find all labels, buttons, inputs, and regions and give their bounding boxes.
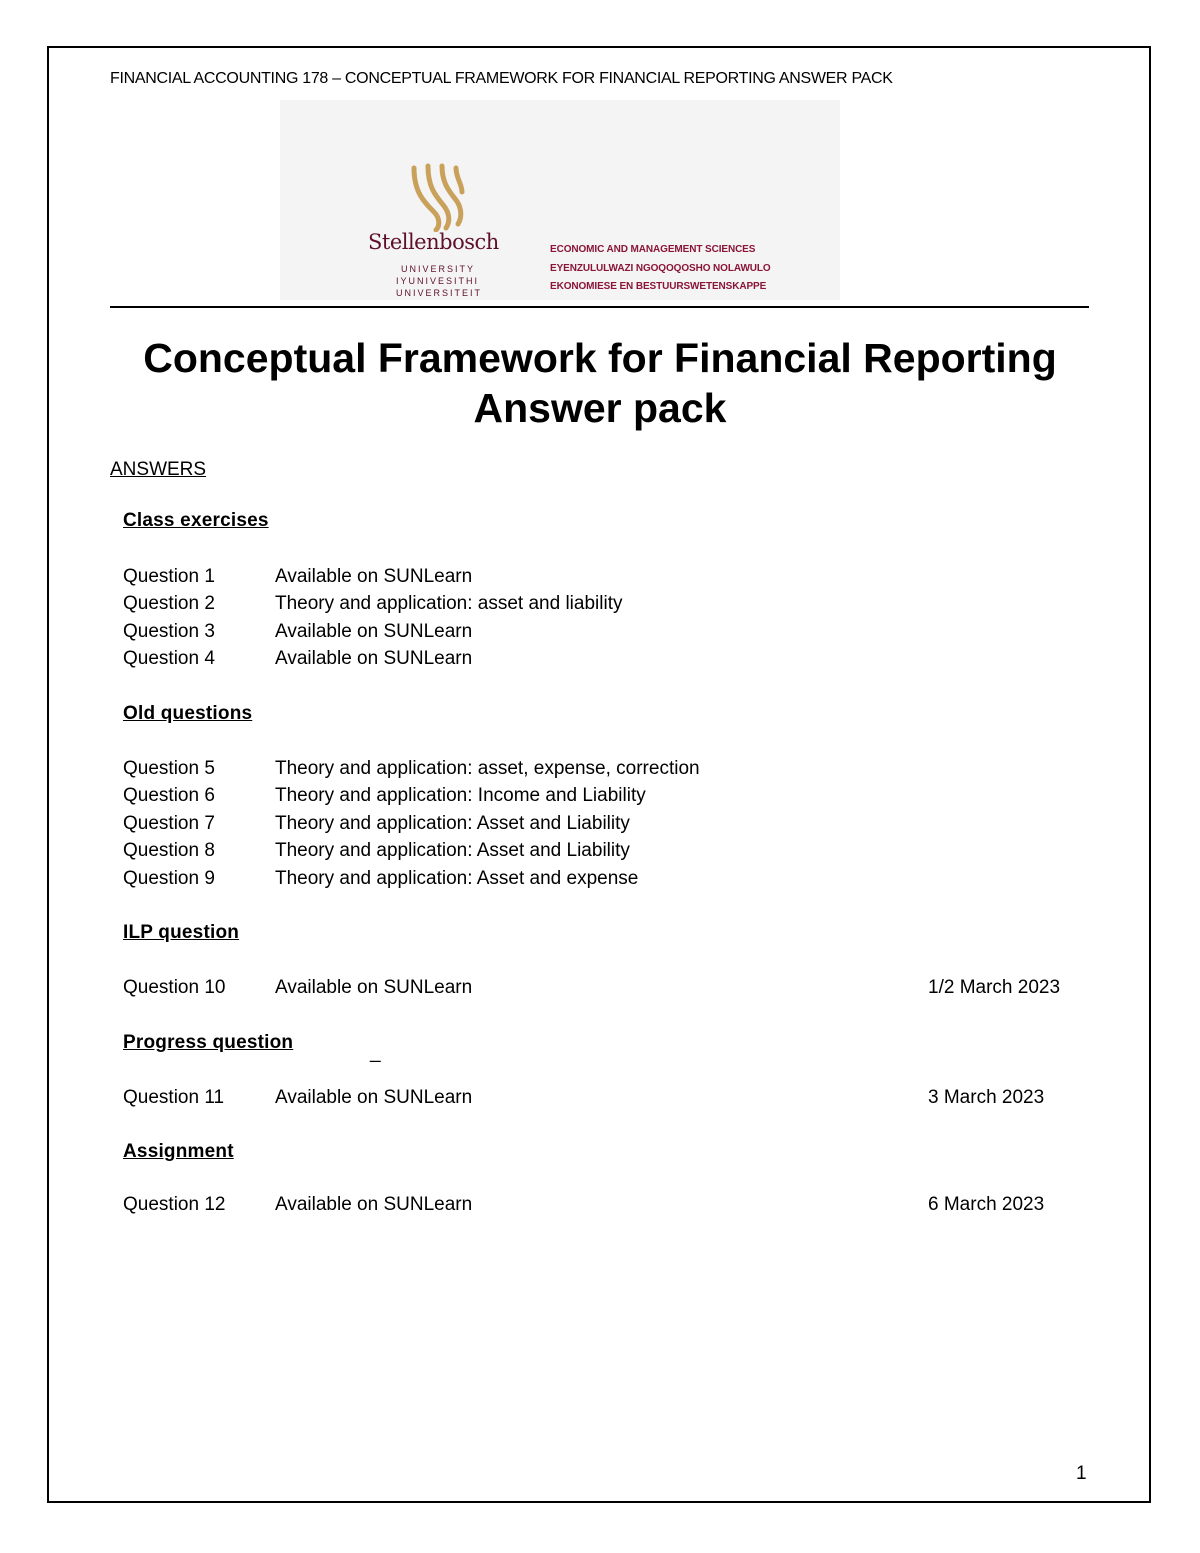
question-description: Available on SUNLearn bbox=[275, 648, 473, 669]
logo-faculty-line: EKONOMIESE EN BESTUURSWETENSKAPPE bbox=[550, 281, 767, 292]
question-description: Available on SUNLearn bbox=[275, 621, 473, 642]
question-label: Question 5 bbox=[123, 758, 215, 779]
logo-faculty-line: ECONOMIC AND MANAGEMENT SCIENCES bbox=[550, 244, 756, 255]
question-label: Question 2 bbox=[123, 593, 215, 614]
section-heading-assignment: Assignment bbox=[123, 1141, 234, 1162]
question-description: Available on SUNLearn bbox=[275, 1194, 473, 1215]
question-row bbox=[123, 785, 1083, 809]
logo-sub-line: UNIVERSITEIT bbox=[396, 288, 483, 298]
section-heading-progress-question: Progress question bbox=[123, 1032, 294, 1053]
logo-sub-line: IYUNIVESITHI bbox=[396, 276, 480, 286]
stray-underscore-mark: _ bbox=[370, 1042, 381, 1063]
question-row bbox=[123, 593, 1083, 617]
question-label: Question 7 bbox=[123, 813, 215, 834]
header-divider bbox=[110, 306, 1089, 308]
section-heading-ilp-question: ILP question bbox=[123, 922, 240, 943]
university-crest-icon bbox=[410, 162, 466, 232]
question-description: Theory and application: Asset and expense bbox=[275, 868, 639, 889]
question-row bbox=[123, 1194, 1083, 1218]
running-header: FINANCIAL ACCOUNTING 178 – CONCEPTUAL FRAMEWORK FOR FINANCIAL REPORTING ANSWER PACK bbox=[110, 70, 893, 87]
question-label: Question 4 bbox=[123, 648, 215, 669]
question-label: Question 6 bbox=[123, 785, 215, 806]
question-label: Question 12 bbox=[123, 1194, 226, 1215]
document-title-line-2: Answer pack bbox=[473, 385, 727, 431]
question-description: Theory and application: Asset and Liability bbox=[275, 840, 630, 861]
question-description: Theory and application: Asset and Liability bbox=[275, 813, 630, 834]
section-heading-class-exercises: Class exercises bbox=[123, 510, 269, 531]
question-row bbox=[123, 977, 1083, 1001]
question-description: Theory and application: asset and liability bbox=[275, 593, 623, 614]
section-heading-old-questions: Old questions bbox=[123, 703, 253, 724]
logo-faculty-line: EYENZULULWAZI NGOQOQOSHO NOLAWULO bbox=[550, 263, 771, 274]
question-label: Question 9 bbox=[123, 868, 215, 889]
document-title-line-1: Conceptual Framework for Financial Reporting bbox=[143, 335, 1057, 381]
question-row bbox=[123, 868, 1083, 892]
question-row bbox=[123, 648, 1083, 672]
question-row bbox=[123, 840, 1083, 864]
question-row bbox=[123, 1087, 1083, 1111]
question-due-date: 1/2 March 2023 bbox=[928, 977, 1061, 998]
question-row bbox=[123, 813, 1083, 837]
question-label: Question 8 bbox=[123, 840, 215, 861]
logo-sub-line: UNIVERSITY bbox=[401, 264, 476, 274]
question-row bbox=[123, 566, 1083, 590]
question-due-date: 6 March 2023 bbox=[928, 1194, 1045, 1215]
question-row bbox=[123, 621, 1083, 645]
logo-name: Stellenbosch bbox=[368, 230, 499, 254]
page-number: 1 bbox=[1076, 1463, 1087, 1484]
question-label: Question 1 bbox=[123, 566, 215, 587]
question-description: Available on SUNLearn bbox=[275, 1087, 473, 1108]
question-row bbox=[123, 758, 1083, 782]
answers-heading: ANSWERS bbox=[110, 459, 207, 480]
question-label: Question 11 bbox=[123, 1087, 225, 1108]
question-description: Theory and application: Income and Liability bbox=[275, 785, 646, 806]
question-description: Available on SUNLearn bbox=[275, 566, 473, 587]
question-due-date: 3 March 2023 bbox=[928, 1087, 1045, 1108]
question-description: Available on SUNLearn bbox=[275, 977, 473, 998]
question-description: Theory and application: asset, expense, correction bbox=[275, 758, 700, 779]
question-label: Question 10 bbox=[123, 977, 226, 998]
university-logo bbox=[280, 100, 840, 300]
question-label: Question 3 bbox=[123, 621, 215, 642]
